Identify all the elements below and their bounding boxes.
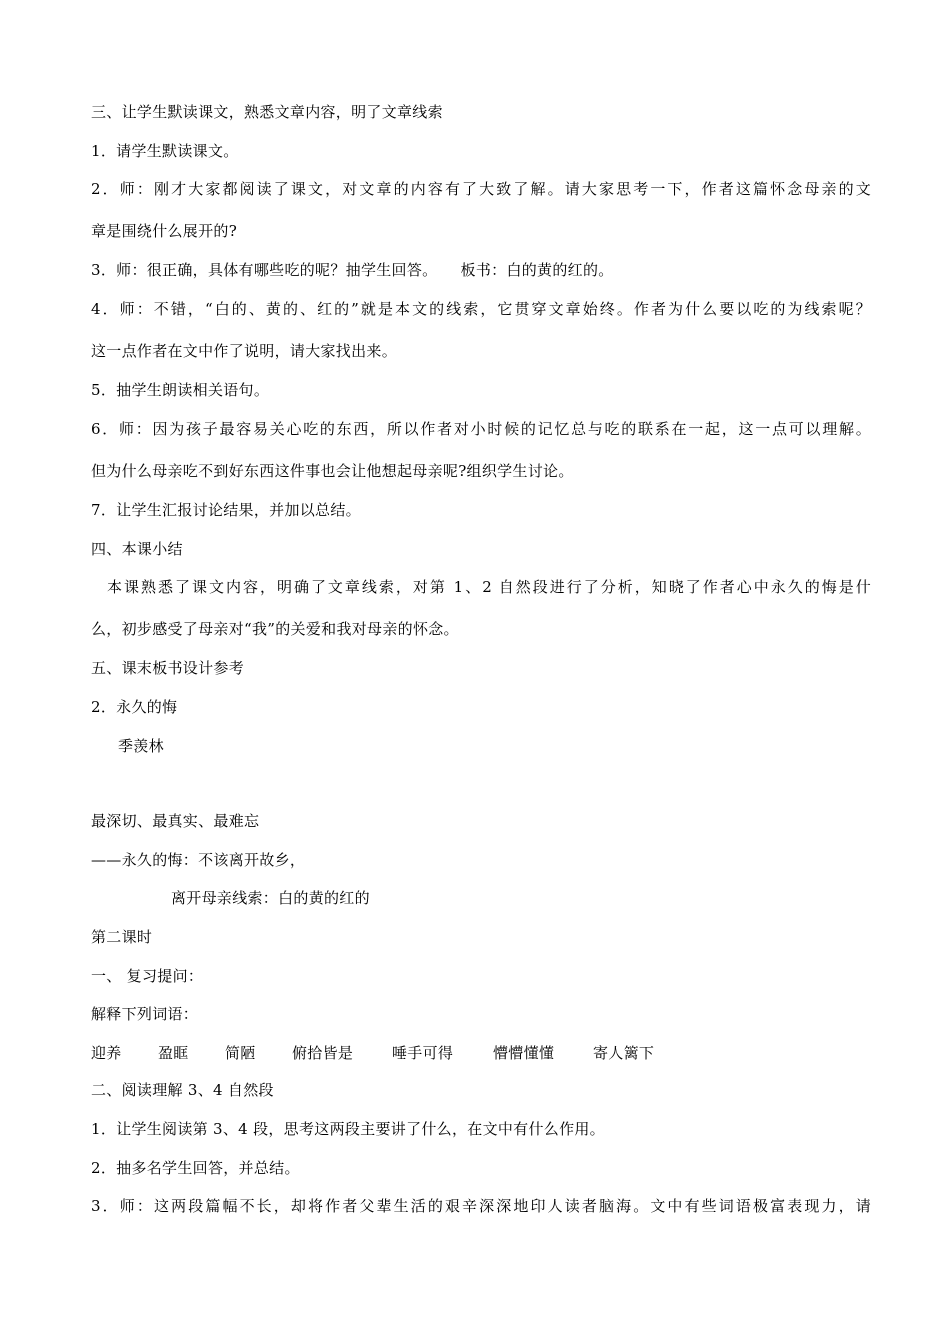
explain-words-label: 解释下列词语：: [91, 1005, 199, 1023]
reading-step-3: 3．师：这两段篇幅不长，却将作者父辈生活的艰辛深深地印人读者脑海。文中有些词语极富表现力，请: [91, 1197, 871, 1215]
vocab-word: 懵懵懂懂: [493, 1044, 555, 1062]
step-4-line-1: 4．师：不错，“白的、黄的、红的”就是本文的线索，它贯穿文章始终。作者为什么要以吃的为线索呢？: [91, 300, 871, 318]
section-heading-5: 五、课末板书设计参考: [91, 659, 245, 677]
summary-line-1: 本课熟悉了课文内容，明确了文章线索，对第 1、2 自然段进行了分析，知晓了作者心中永久的悔是什: [107, 578, 871, 596]
vocab-word: 简陋: [225, 1044, 256, 1062]
vocab-list: [91, 1043, 791, 1063]
vocab-word: 迎养: [91, 1044, 122, 1062]
step-2-line-2: 章是围绕什么展开的?: [91, 222, 238, 240]
section-heading-3: 三、让学生默读课文，熟悉文章内容，明了文章线索: [91, 103, 443, 121]
section-heading-4: 四、本课小结: [91, 540, 183, 558]
second-lesson-heading: 第二课时: [91, 928, 153, 946]
board-author: 季羡林: [118, 737, 164, 755]
reading-step-2: 2．抽多名学生回答，并总结。: [91, 1159, 300, 1177]
vocab-word: 唾手可得: [392, 1044, 454, 1062]
reading-heading: 二、阅读理解 3、4 自然段: [91, 1081, 274, 1099]
summary-line-2: 么，初步感受了母亲对“我”的关爱和我对母亲的怀念。: [91, 620, 459, 638]
vocab-word: 寄人篱下: [593, 1044, 655, 1062]
step-6-line-1: 6．师：因为孩子最容易关心吃的东西，所以作者对小时候的记忆总与吃的联系在一起，这一点可以理解。: [91, 420, 871, 438]
reading-step-1: 1．让学生阅读第 3、4 段，思考这两段主要讲了什么，在文中有什么作用。: [91, 1120, 605, 1138]
board-line-1: 最深切、最真实、最难忘: [91, 812, 260, 830]
step-3: 3．师：很正确，具体有哪些吃的呢？抽学生回答。 板书：白的黄的红的。: [91, 261, 614, 279]
step-7: 7．让学生汇报讨论结果，并加以总结。: [91, 501, 361, 519]
board-title: 2．永久的悔: [91, 698, 178, 716]
step-6-line-2: 但为什么母亲吃不到好东西这件事也会让他想起母亲呢?组织学生讨论。: [91, 462, 574, 480]
vocab-word: 盈眶: [158, 1044, 189, 1062]
step-5: 5．抽学生朗读相关语句。: [91, 381, 270, 399]
step-2-line-1: 2．师：刚才大家都阅读了课文，对文章的内容有了大致了解。请大家思考一下，作者这篇怀念母亲的文: [91, 180, 871, 198]
step-4-line-2: 这一点作者在文中作了说明，请大家找出来。: [91, 342, 398, 360]
board-line-3: 离开母亲线索：白的黄的红的: [171, 889, 370, 907]
board-line-2: ——永久的悔：不该离开故乡，: [91, 851, 306, 869]
review-heading: 一、 复习提问：: [91, 967, 204, 985]
step-1: 1．请学生默读课文。: [91, 142, 239, 160]
vocab-word: 俯拾皆是: [292, 1044, 354, 1062]
